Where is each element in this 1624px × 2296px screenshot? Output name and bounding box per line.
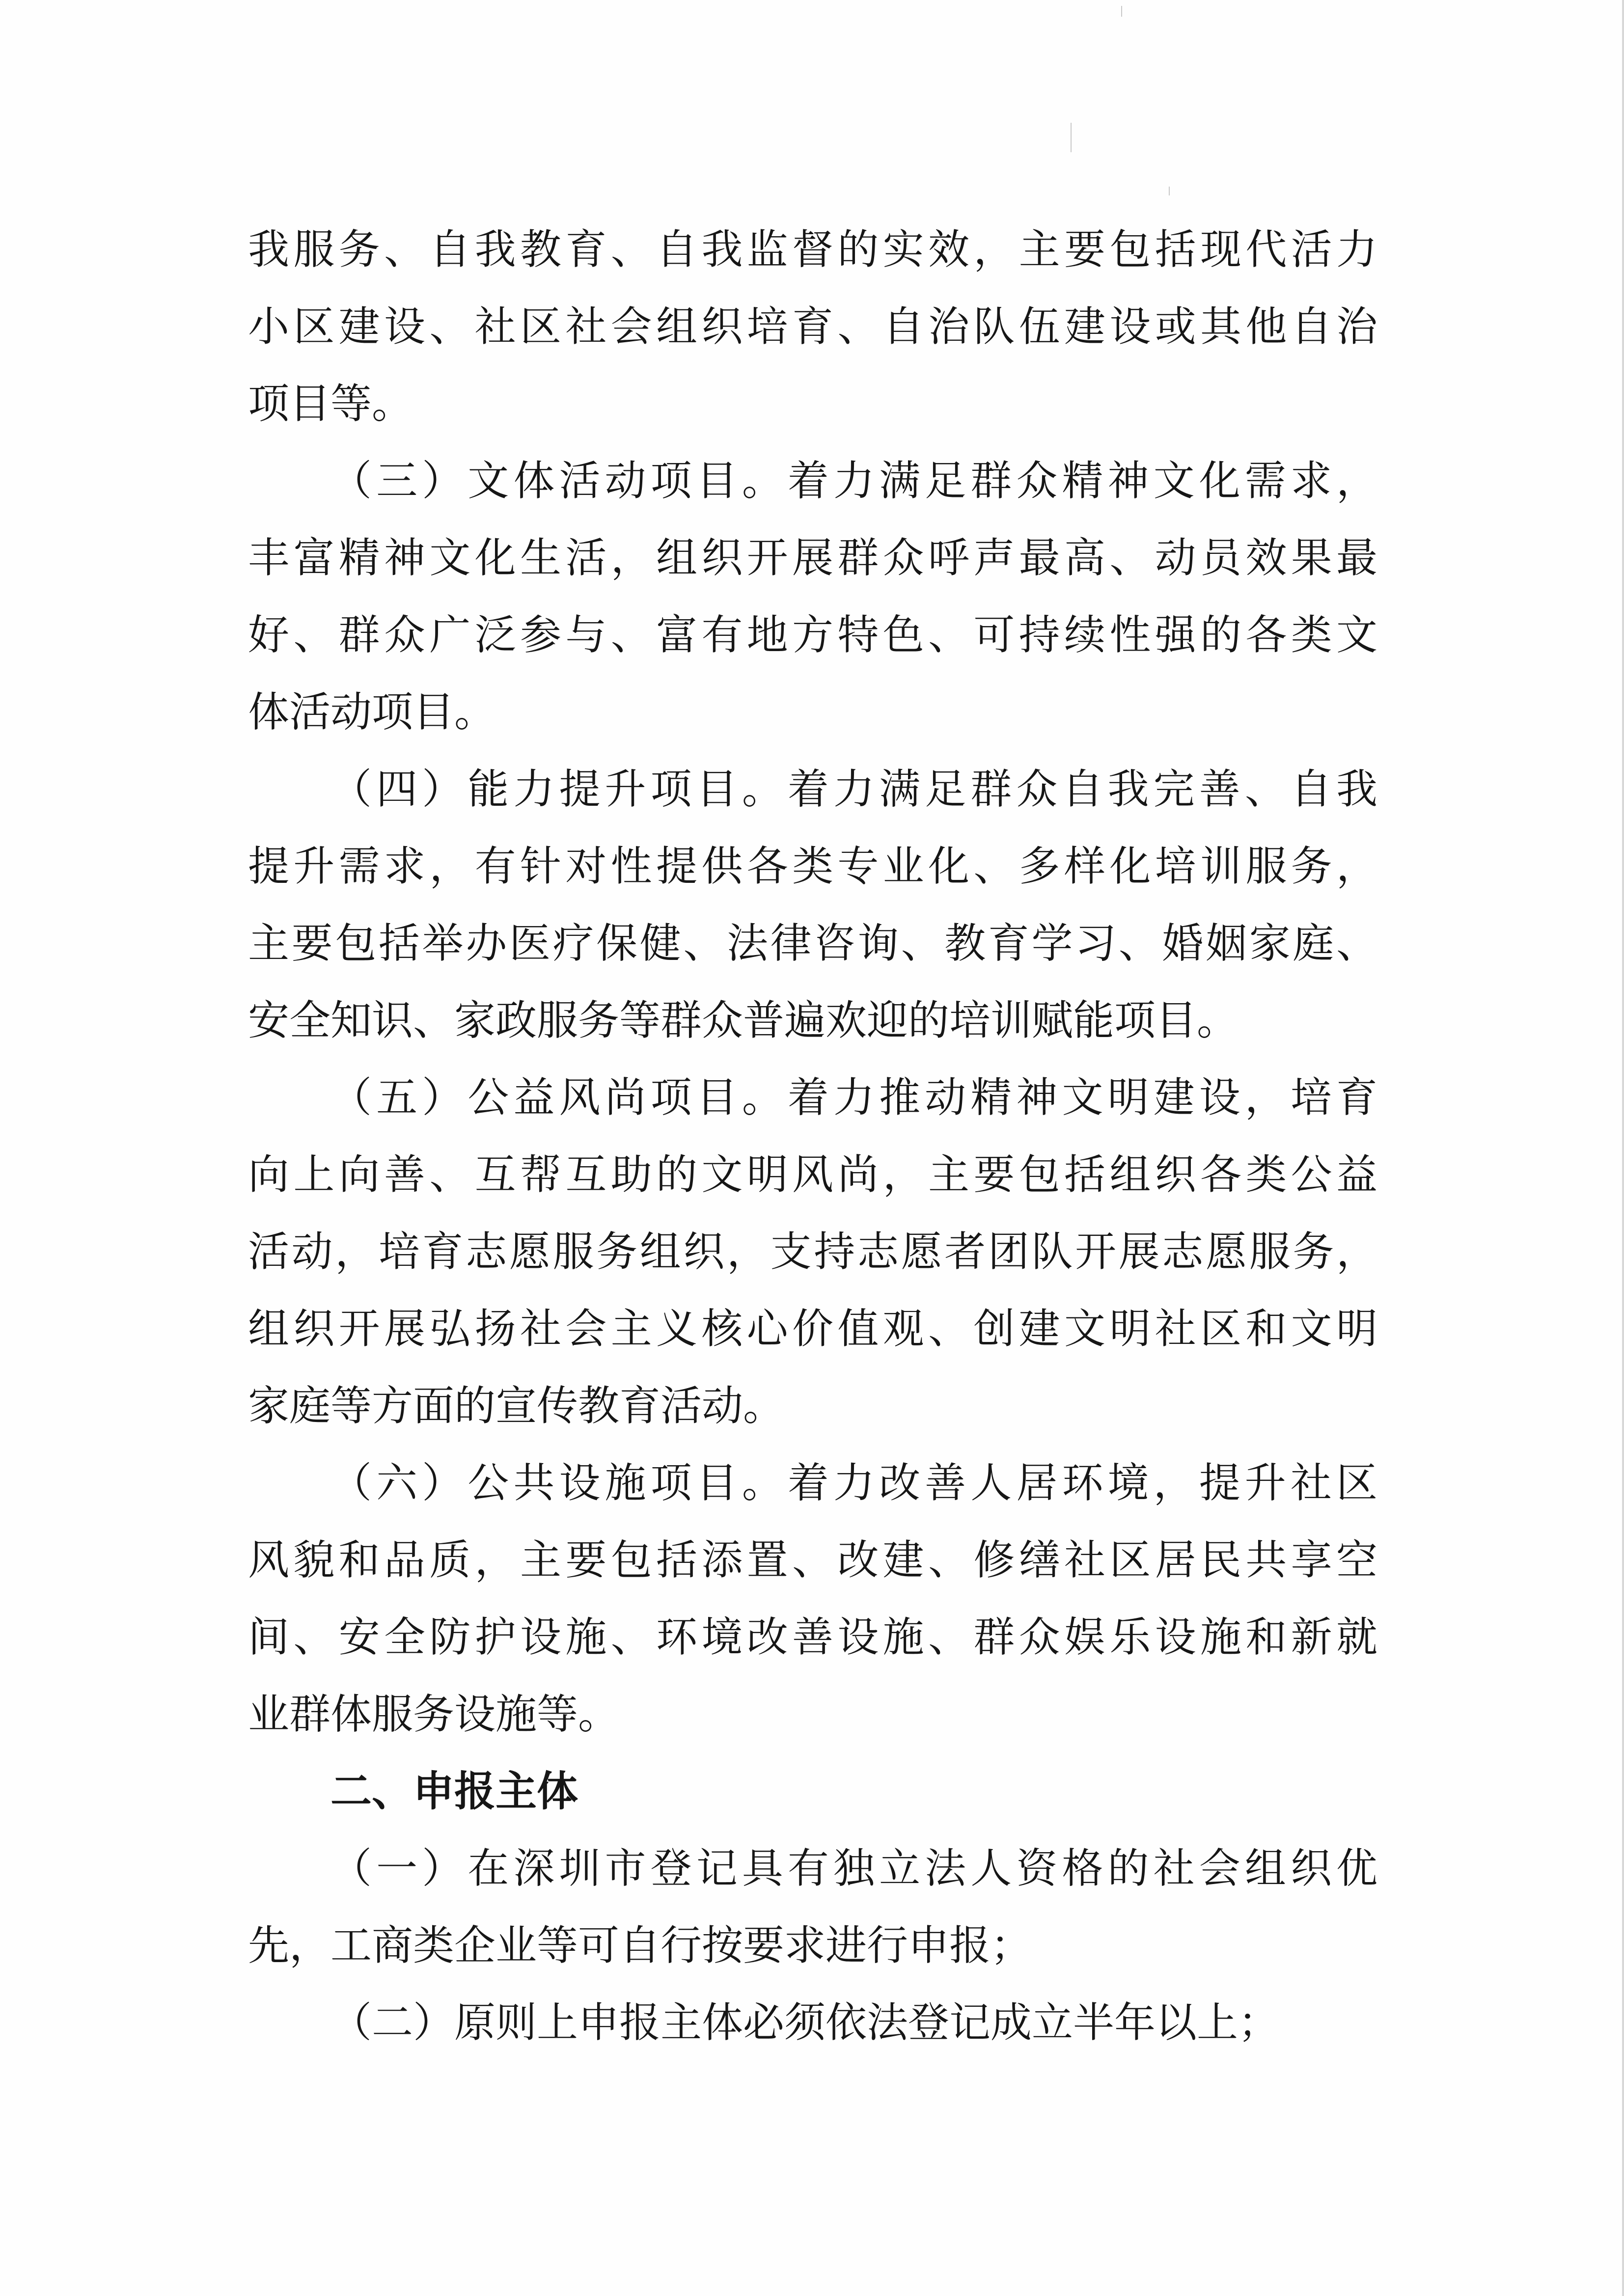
scan-artifact xyxy=(1169,187,1170,195)
text-line: 风貌和品质，主要包括添置、改建、修缮社区居民共享空 xyxy=(248,1536,1377,1584)
text-line: 向上向善、互帮互助的文明风尚，主要包括组织各类公益 xyxy=(248,1150,1377,1199)
text-line: 体活动项目。 xyxy=(248,688,496,736)
text-line: （五）公益风尚项目。着力推动精神文明建设，培育 xyxy=(330,1073,1377,1121)
paragraph-applicant-1 xyxy=(248,1830,1377,1984)
scan-artifact xyxy=(1071,123,1072,152)
text-line: （六）公共设施项目。着力改善人居环境，提升社区 xyxy=(330,1459,1377,1507)
paragraph-applicant-2 xyxy=(248,1984,1377,2061)
text-line: 主要包括举办医疗保健、法律咨询、教育学习、婚姻家庭、 xyxy=(248,919,1377,967)
text-line: 项目等。 xyxy=(248,380,413,428)
text-line: （四）能力提升项目。着力满足群众自我完善、自我 xyxy=(330,765,1377,813)
paragraph-item-4-capability xyxy=(248,751,1377,1059)
text-line: 活动，培育志愿服务组织，支持志愿者团队开展志愿服务， xyxy=(248,1228,1377,1276)
text-line: 好、群众广泛参与、富有地方特色、可持续性强的各类文 xyxy=(248,611,1377,659)
page-edge-shadow xyxy=(1622,0,1624,2296)
text-line: 组织开展弘扬社会主义核心价值观、创建文明社区和文明 xyxy=(248,1305,1377,1353)
text-line: 小区建设、社区社会组织培育、自治队伍建设或其他自治 xyxy=(248,302,1377,351)
text-line: （三）文体活动项目。着力满足群众精神文化需求， xyxy=(330,457,1377,505)
text-line: （一）在深圳市登记具有独立法人资格的社会组织优 xyxy=(330,1844,1377,1892)
text-line: 安全知识、家政服务等群众普遍欢迎的培训赋能项目。 xyxy=(248,996,1239,1044)
text-line: （二）原则上申报主体必须依法登记成立半年以上； xyxy=(330,1998,1280,2047)
text-line: 提升需求，有针对性提供各类专业化、多样化培训服务， xyxy=(248,842,1377,890)
paragraph-intro-continuation xyxy=(248,211,1377,442)
text-line: 丰富精神文化生活，组织开展群众呼声最高、动员效果最 xyxy=(248,534,1377,582)
scan-artifact xyxy=(1121,6,1122,17)
text-line: 业群体服务设施等。 xyxy=(248,1690,620,1738)
document-body xyxy=(248,211,1377,2061)
text-line: 我服务、自我教育、自我监督的实效，主要包括现代活力 xyxy=(248,225,1377,273)
paragraph-item-6-public-facilities xyxy=(248,1445,1377,1753)
paragraph-item-5-public-welfare xyxy=(248,1059,1377,1445)
text-line: 家庭等方面的宣传教育活动。 xyxy=(248,1382,785,1430)
text-line: 先，工商类企业等可自行按要求进行申报； xyxy=(248,1921,1032,1969)
text-line: 间、安全防护设施、环境改善设施、群众娱乐设施和新就 xyxy=(248,1613,1377,1661)
section-heading-applicants xyxy=(248,1753,1377,1830)
paragraph-item-3-cultural-sports xyxy=(248,442,1377,751)
section-heading: 二、申报主体 xyxy=(330,1767,578,1815)
